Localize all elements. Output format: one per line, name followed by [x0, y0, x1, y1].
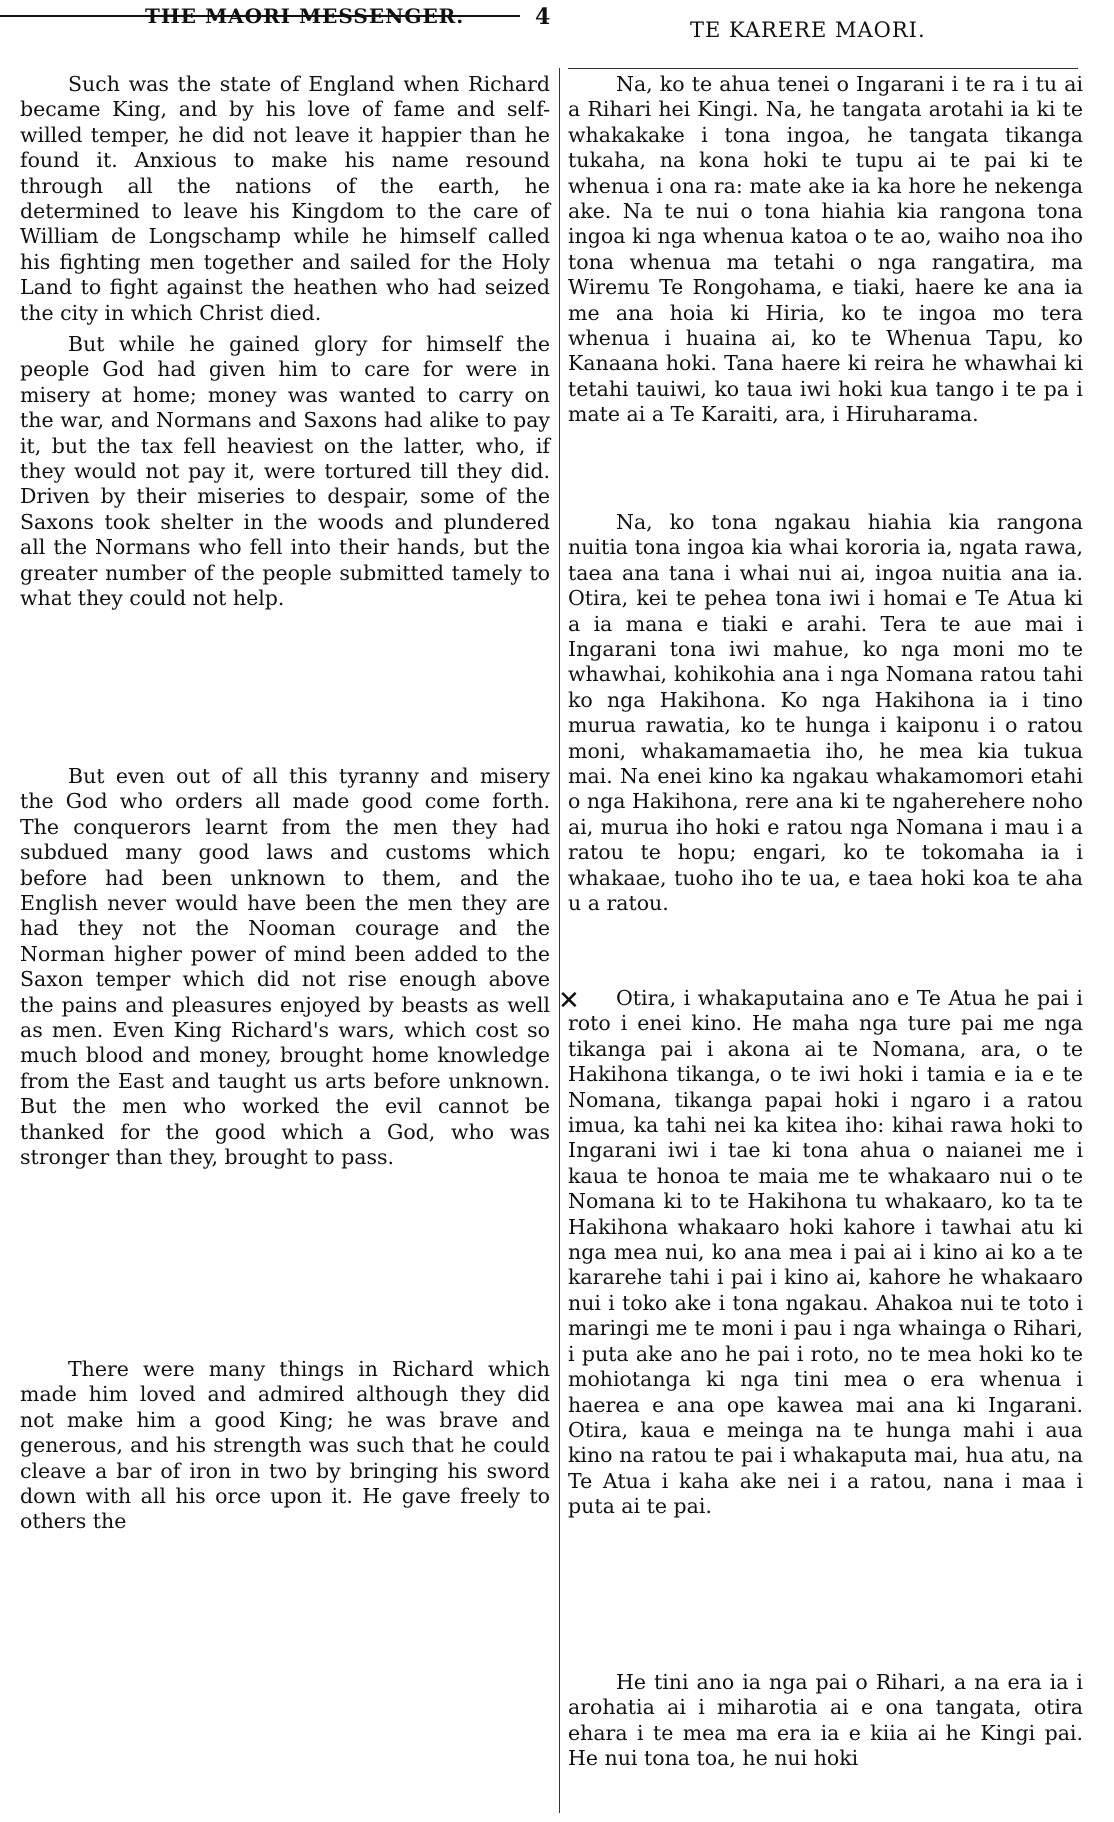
maori-paragraph: Na, ko tona ngakau hiahia kia rangona nuitia tona ingoa kia whai kororia ia, ngata rawa, taea ana tana i whai nui ai, ingoa nuitia ana ia. Otira, kei te pehea tona iwi i homai e Te Atua ki a ia mana e tiaki e arahi. Tera te aue mai i Ingarani tona iwi mahue, ko nga moni mo te whawhai, kohikohia ana i nga Nomana ratou tahi ko nga Hakihona. Ko nga Hakihona ia i tino murua rawatia, ko te hunga i kaiponu i o ratou moni, whakamamaetia iho, he mea kia tukua mai. Na enei kino ka ngakau whakamomori etahi o nga Hakihona, rere ana ki te ngaherehere noho ai, murua iho hoki e ratou nga Nomana i mau i a ratou te hopu; engari, ko te tokomaha ia i whakaae, tuoho iho te ua, e taea hoki koa te aha u a ratou. [568, 510, 1083, 916]
maori-paragraph: He tini ano ia nga pai o Rihari, a na era ia i arohatia ai i miharotia ai e ona tangata, otira ehara i te mea ma era ia e kiia ai he Kingi pai. He nui tona toa, he nui hoki [568, 1670, 1083, 1771]
right-title-rule [568, 68, 1078, 69]
english-paragraph: Such was the state of England when Richard became King, and by his love of fame and self-willed temper, he did not leave it happier than he found it. Anxious to make his name resound through all the nations of the earth, he determined to leave his Kingdom to the care of William de Longschamp while he himself called his fighting men together and sailed for the Holy Land to fight against the heathen who had seized the city in which Christ died. [20, 72, 550, 325]
column-divider [559, 68, 560, 1813]
margin-x-mark-icon: ✕ [558, 986, 580, 1016]
english-title: THE MAORI MESSENGER. [145, 4, 465, 28]
maori-paragraph: Otira, i whakaputaina ano e Te Atua he pai i roto i enei kino. He maha nga ture pai me nga tikanga pai i akona ai te Nomana, ara, o te Hakihona tikanga, o te iwi hoki i tamia e ia e te Nomana, tikanga papai hoki i ngaro i a ratou imua, ka tahi nei ka kitea iho: kihai rawa hoki to Ingarani iwi i tae ki tona ahua o naianei me i kaua te honoa te maia me te whakaaro nui o te Nomana ki to te Hakihona tu whakaaro, ko ta te Hakihona whakaaro hoki kahore i tawhai atu ki nga mea nui, ko ana mea i pai ai i kino ai ko a te kararehe tahi i pai i kino ai, kahore he whakaaro nui i toko ake i tona ngakau. Ahakoa nui te toto i maringi me te moni i pau i nga whainga o Rihari, i puta ake ano he pai i roto, no te mea hoki ko te mohiotanga ki nga tini mea o era whenua i haerea e ana ope kawea mai ana ki Ingarani. Otira, kaua e meinga na te hunga mahi i aua kino na ratou te pai i whakaputa mai, hua atu, na Te Atua i kaha ake nei i a ratou, nana i maa i puta ai te pai. [568, 986, 1083, 1519]
page-header [0, 0, 1114, 42]
page-number: 4 [535, 4, 551, 30]
english-paragraph: There were many things in Richard which made him loved and admired although they did not make him a good King; he was brave and generous, and his strength was such that he could cleave a bar of iron in two by bringing his sword down with all his orce upon it. He gave freely to others the [20, 1357, 550, 1534]
maori-title: TE KARERE MAORI. [690, 18, 926, 42]
english-paragraph: But even out of all this tyranny and misery the God who orders all made good come forth. The conquerors learnt from the men they had subdued many good laws and customs which before had been unknown to them, and the English never would have been the men they are had they not the Nooman courage and the Norman higher power of mind been added to the Saxon temper which did not rise enough above the pains and pleasures enjoyed by beasts as well as men. Even King Richard's wars, which cost so much blood and money, brought home knowledge from the East and taught us arts before unknown. But the men who worked the evil cannot be thanked for the good which a God, who was stronger than they, brought to pass. [20, 764, 550, 1170]
maori-paragraph: Na, ko te ahua tenei o Ingarani i te ra i tu ai a Rihari hei Kingi. Na, he tangata arotahi ia ki te whakakake i tona ingoa, he tangata tikanga tukaha, na kona hoki te tupu ai te pai ki te whenua i ona ra: mate ake ia ka hore he nekenga ake. Na te nui o tona hiahia kia rangona tona ingoa ki nga whenua katoa o te ao, waiho noa iho tona whenua ma tetahi o nga rangatira, ma Wiremu Te Rongohama, e tiaki, haere ke ana ia me ana hoia ki Hiria, ko te ingoa mo tera whenua i huaina ai, ko te Whenua Tapu, ko Kanaana hoki. Tana haere ki reira he whawhai ki tetahi tauiwi, ko taua iwi hoki kua tango i te pa i mate ai a Te Karaiti, ara, i Hiruharama. [568, 72, 1083, 427]
english-paragraph: But while he gained glory for himself the people God had given him to care for were in misery at home; money was wanted to carry on the war, and Normans and Saxons had alike to pay it, but the tax fell heaviest on the latter, who, if they would not pay it, were tortured till they did. Driven by their miseries to despair, some of the Saxons took shelter in the woods and plundered all the Normans who fell into their hands, but the greater number of the people submitted tamely to what they could not help. [20, 332, 550, 611]
